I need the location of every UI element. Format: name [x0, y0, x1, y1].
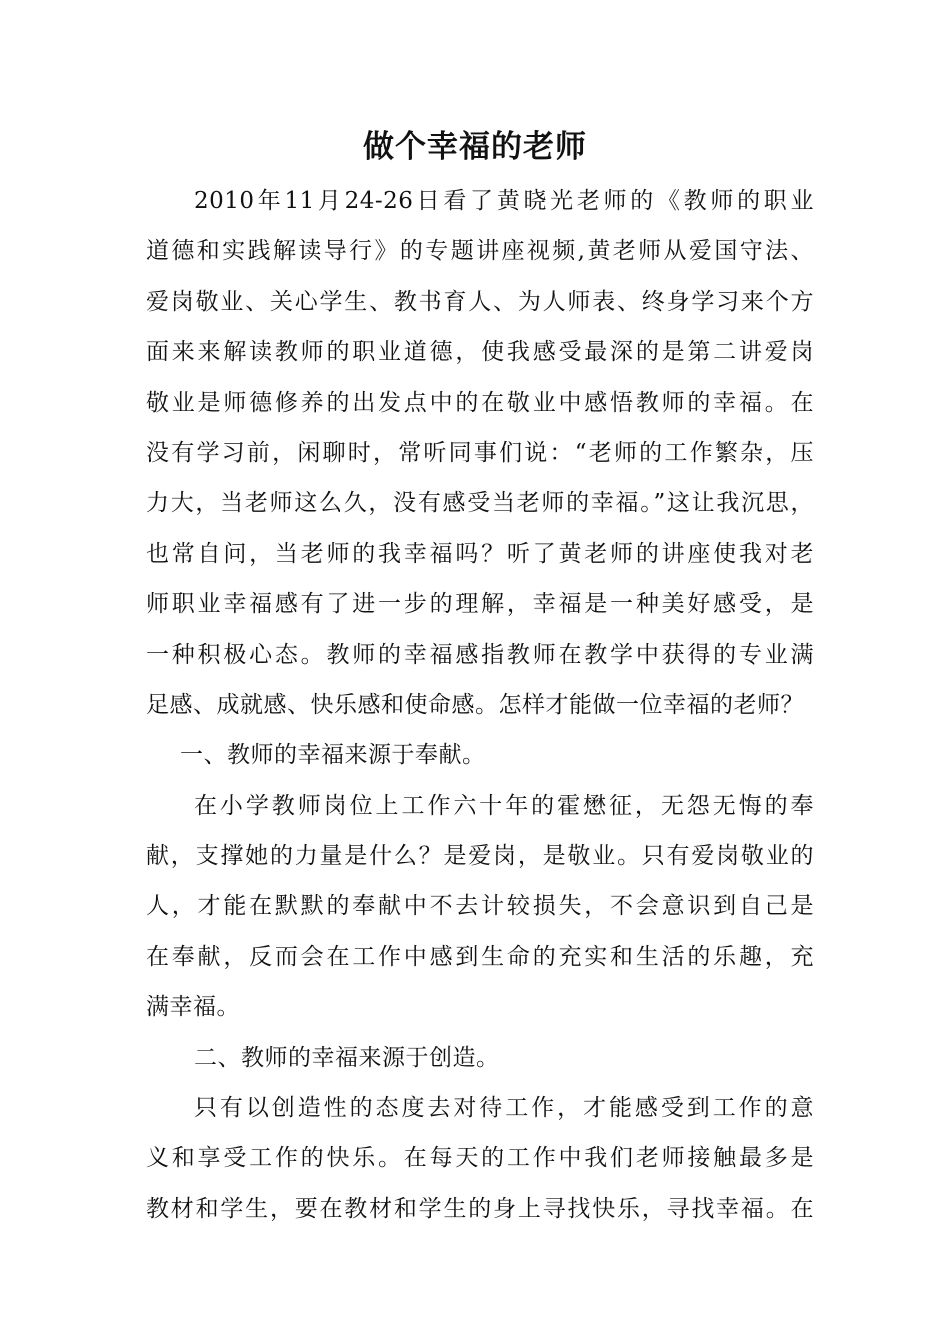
paragraph-line: 道德和实践解读导行》的专题讲座视频,黄老师从爱国守法、: [146, 238, 814, 265]
section-heading: 二、教师的幸福来源于创造。: [194, 1044, 500, 1071]
paragraph-line: 教材和学生，要在教材和学生的身上寻找快乐，寻找幸福。在: [146, 1195, 814, 1222]
document-body: [146, 176, 814, 1234]
paragraph-line: 满幸福。: [146, 994, 240, 1021]
paragraph-line: 师职业幸福感有了进一步的理解，幸福是一种美好感受，是: [146, 591, 814, 618]
paragraph-line: 力大，当老师这么久，没有感受当老师的幸福。”这让我沉思，: [146, 490, 814, 517]
paragraph-line: 没有学习前，闲聊时，常听同事们说：“老师的工作繁杂，压: [146, 439, 814, 466]
paragraph-line: 一种积极心态。教师的幸福感指教师在教学中获得的专业满: [146, 641, 814, 668]
paragraph-line: 敬业是师德修养的出发点中的在敬业中感悟教师的幸福。在: [146, 389, 814, 416]
paragraph-line: 人，才能在默默的奉献中不去计较损失，不会意识到自己是: [146, 893, 814, 920]
paragraph-line: 足感、成就感、快乐感和使命感。怎样才能做一位幸福的老师？: [146, 691, 804, 718]
section-heading: 一、教师的幸福来源于奉献。: [180, 742, 486, 769]
paragraph-line: 在小学教师岗位上工作六十年的霍懋征，无怨无悔的奉: [194, 792, 814, 819]
paragraph-line: 也常自问，当老师的我幸福吗？听了黄老师的讲座使我对老: [146, 540, 814, 567]
paragraph-line: 只有以创造性的态度去对待工作，才能感受到工作的意: [194, 1095, 814, 1122]
paragraph-line: 爱岗敬业、关心学生、教书育人、为人师表、终身学习来个方: [146, 288, 814, 315]
paragraph-line: 义和享受工作的快乐。在每天的工作中我们老师接触最多是: [146, 1145, 814, 1172]
document-title: 做个幸福的老师: [363, 129, 587, 165]
paragraph-line: 在奉献，反而会在工作中感到生命的充实和生活的乐趣，充: [146, 943, 814, 970]
paragraph-line: 献，支撑她的力量是什么？是爱岗，是敬业。只有爱岗敬业的: [146, 843, 814, 870]
paragraph-line: 面来来解读教师的职业道德，使我感受最深的是第二讲爱岗: [146, 339, 814, 366]
paragraph-line: 2010年11月24-26日看了黄晓光老师的《教师的职业: [194, 188, 814, 214]
